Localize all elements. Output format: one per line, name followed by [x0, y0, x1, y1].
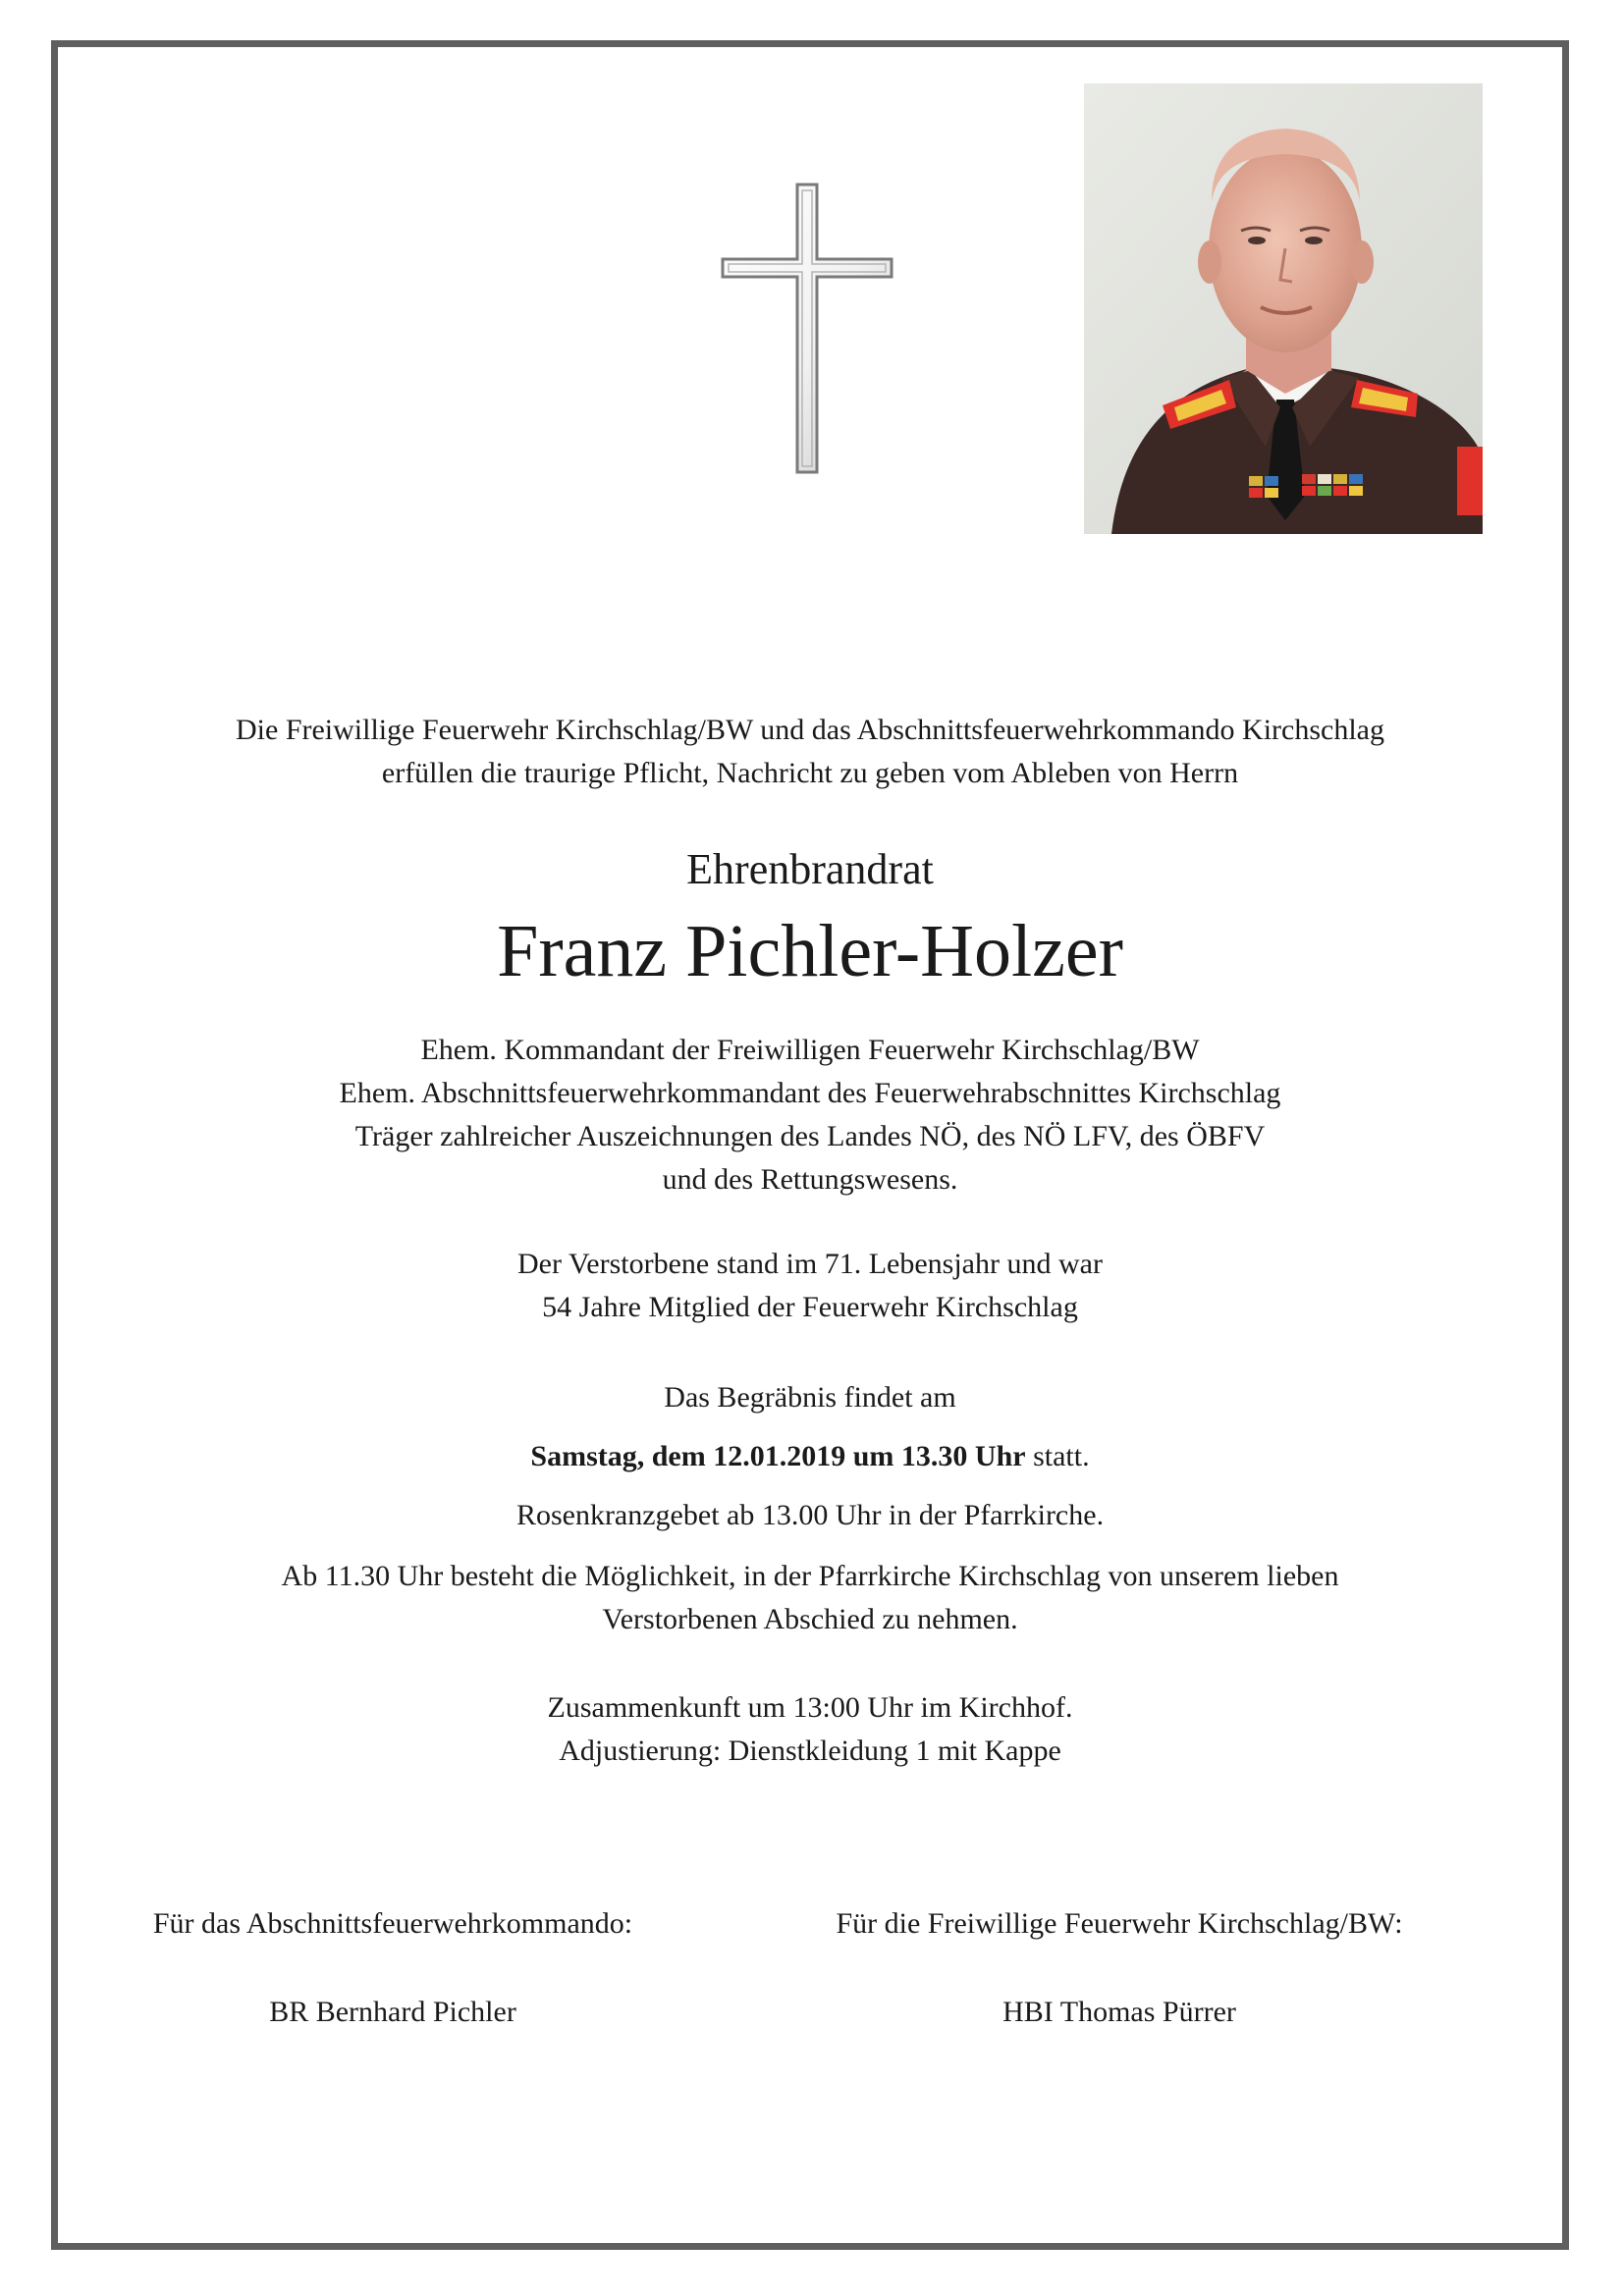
dress-code-line: Adjustierung: Dienstkleidung 1 mit Kappe	[559, 1735, 1061, 1767]
intro-line-2: erfüllen die traurige Pflicht, Nachricht zu geben vom Ableben von Herrn	[381, 757, 1239, 789]
deceased-name: Franz Pichler-Holzer	[497, 910, 1123, 992]
cross-icon	[721, 183, 893, 474]
signature-left-label: Für das Abschnittsfeuerwehrkommando:	[152, 1907, 633, 1940]
portrait-photo	[1084, 83, 1483, 534]
farewell-text	[51, 1555, 1569, 1641]
rosary-text	[51, 1494, 1569, 1537]
farewell-line-2: Verstorbenen Abschied zu nehmen.	[602, 1603, 1018, 1635]
signature-right-label: Für die Freiwillige Feuerwehr Kirchschlag/BW:	[836, 1907, 1403, 1940]
age-text	[51, 1243, 1569, 1329]
age-line-2: 54 Jahre Mitglied der Feuerwehr Kirchschlag	[542, 1291, 1078, 1323]
funeral-intro-line: Das Begräbnis findet am	[664, 1381, 956, 1414]
funeral-date-line	[51, 1435, 1569, 1478]
role-line: Träger zahlreicher Auszeichnungen des Landes NÖ, des NÖ LFV, des ÖBFV	[354, 1120, 1266, 1152]
funeral-date	[51, 1435, 1569, 1478]
rosary-line: Rosenkranzgebet ab 13.00 Uhr in der Pfarrkirche.	[515, 1499, 1105, 1531]
signature-left-name: BR Bernhard Pichler	[269, 1996, 516, 2028]
role-line: und des Rettungswesens.	[662, 1163, 958, 1196]
role-line: Ehem. Kommandant der Freiwilligen Feuerwehr Kirchschlag/BW	[420, 1034, 1200, 1066]
deceased-title: Ehrenbrandrat	[686, 845, 934, 893]
meeting-line: Zusammenkunft um 13:00 Uhr im Kirchhof.	[547, 1691, 1073, 1724]
meeting-text	[51, 1686, 1569, 1773]
funeral-intro	[51, 1376, 1569, 1419]
age-line-1: Der Verstorbene stand im 71. Lebensjahr und war	[517, 1248, 1103, 1280]
signature-right-name: HBI Thomas Pürrer	[1002, 1996, 1236, 2028]
role-line: Ehem. Abschnittsfeuerwehrkommandant des Feuerwehrabschnittes Kirchschlag	[339, 1077, 1281, 1109]
roles-list	[51, 1029, 1569, 1201]
funeral-date-bold: Samstag, dem 12.01.2019 um 13.30 Uhr	[530, 1440, 1026, 1472]
intro-line-1: Die Freiwillige Feuerwehr Kirchschlag/BW und das Abschnittsfeuerwehrkommando Kirchschlag	[236, 714, 1384, 746]
farewell-line-1: Ab 11.30 Uhr besteht die Möglichkeit, in der Pfarrkirche Kirchschlag von unserem lieben	[281, 1560, 1339, 1592]
funeral-date-suffix: statt.	[1025, 1440, 1090, 1472]
intro-text	[51, 709, 1569, 795]
